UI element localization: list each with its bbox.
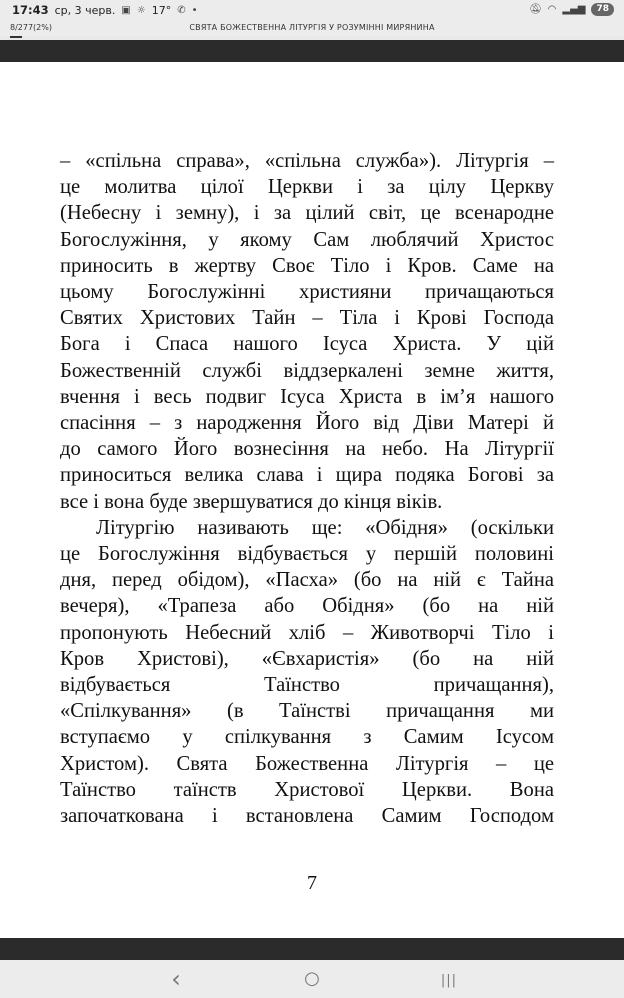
book-title: СВЯТА БОЖЕСТВЕННА ЛІТУРГІЯ У РОЗУМІННІ МИРЯНИНА [189, 23, 435, 32]
text-line: Таїнство таїнств Христової Церкви. Вона [60, 778, 554, 801]
page-bottom-border [0, 938, 624, 960]
notification-dot-icon: • [191, 4, 198, 16]
viber-icon: ✆ [177, 4, 186, 16]
home-icon: ○ [304, 968, 320, 989]
progress-indicator [10, 36, 22, 38]
text-line: до самого Його вознесіння на небо. На Літургії [60, 438, 554, 461]
text-line: Кров Христові), «Євхаристія» (бо на ній [60, 647, 554, 670]
text-line: пропонують Небесний хліб – Животворчі Тіло і [60, 621, 554, 644]
status-temperature: 17° [151, 3, 172, 17]
text-line: спасіння – з народження Його від Діви Матері й [60, 412, 554, 435]
text-line: це молитва цілої Церкви і за цілу Церкву [60, 176, 554, 199]
reader-header [0, 22, 624, 36]
book-page[interactable] [0, 62, 624, 938]
text-line: все і вона буде звершуватися до кінця віків. [60, 490, 443, 513]
text-line: – «спільна справа», «спільна служба»). Літургія – [60, 150, 554, 172]
text-line: вступаємо у спілкування з Самим Ісусом [60, 726, 554, 749]
battery-icon: 78 [591, 3, 614, 16]
status-bar [0, 0, 624, 22]
text-line: Святих Христових Тайн – Тіла і Крові Господа [60, 307, 554, 330]
text-line: (Небесну і земну), і за цілий світ, це всенародне [60, 202, 554, 225]
text-line: відбувається Таїнство причащання), [60, 674, 554, 697]
text-line: Божественній службі віддзеркалені земне життя, [60, 359, 554, 382]
status-time: 17:43 [12, 3, 49, 17]
text-line: вчення і весь подвиг Ісуса Христа в ім’я нашого [60, 385, 554, 408]
navigation-bar [0, 960, 624, 998]
back-icon: ‹ [171, 965, 181, 993]
page-number: 7 [307, 872, 317, 894]
back-button[interactable] [164, 965, 188, 993]
recent-apps-icon: ||| [440, 973, 458, 988]
text-line: «Спілкування» (в Таїнстві причащання ми [60, 700, 554, 723]
text-line: приносить в жертву Своє Тіло і Кров. Саме на [60, 254, 554, 277]
page-top-border [0, 40, 624, 62]
reading-progress: 8/277(2%) [10, 23, 52, 32]
text-line: Богослужіння, у якому Сам люблячий Христос [60, 228, 554, 251]
wifi-icon: ◠ [547, 4, 557, 15]
text-line: це Богослужіння відбувається у першій половині [60, 543, 554, 566]
temperature-icon: ☼ [136, 4, 146, 16]
text-line: Літургію називають ще: «Обідня» (оскільки [96, 516, 554, 539]
signal-icon: ▂▄▆ [562, 4, 586, 15]
text-line: вечеря), «Трапеза або Обідня» (бо на ній [60, 595, 554, 618]
home-button[interactable] [300, 969, 324, 989]
mute-icon: 🔕︎ [528, 4, 542, 15]
text-line: дня, перед обідом), «Пасха» (бо на ній є Тайна [60, 569, 554, 592]
recent-apps-button[interactable] [437, 969, 461, 989]
text-line: приноситься велика слава і щира подяка Богові за [60, 464, 554, 487]
screenshot-icon: ▣ [121, 4, 131, 16]
text-line: цьому Богослужінні християни причащаються [60, 281, 554, 304]
page-text [60, 148, 554, 829]
text-line: Бога і Спаса нашого Ісуса Христа. У цій [60, 333, 554, 356]
text-line: Христом). Свята Божественна Літургія – це [60, 752, 554, 775]
text-line: започаткована і встановлена Самим Господом [60, 805, 554, 828]
status-date: ср, 3 черв. [54, 3, 116, 17]
